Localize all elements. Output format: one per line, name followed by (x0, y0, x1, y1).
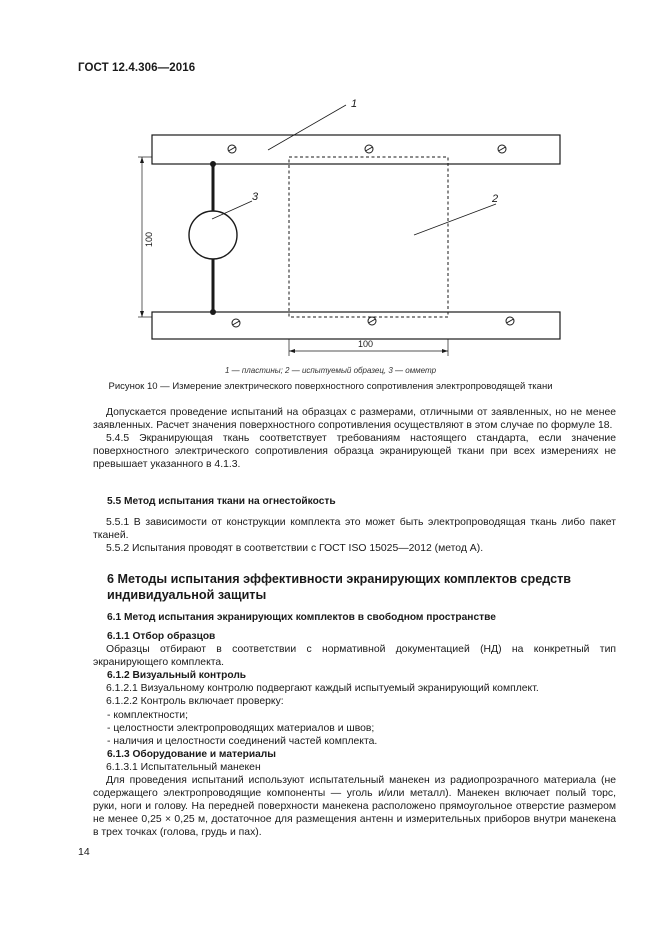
paragraph: 6.1.3.1 Испытательный манекен (106, 761, 261, 773)
screw-icon (368, 317, 376, 325)
section-heading-5-5: 5.5 Метод испытания ткани на огнестойкость (107, 496, 336, 507)
screw-icon (498, 145, 506, 153)
dimension-vertical: 100 (144, 231, 154, 247)
leader-line-1 (268, 105, 346, 150)
test-sample (289, 157, 448, 317)
figure-caption: Рисунок 10 — Измерение электрического поверхностного сопротивления электропроводящей ткани (108, 381, 553, 392)
label-1: 1 (351, 98, 358, 110)
list-item: - комплектности; (107, 709, 188, 721)
figure-legend: 1 — пластины; 2 — испытуемый образец, 3 — омметр (224, 366, 437, 375)
top-plate (152, 135, 560, 164)
page-number: 14 (78, 846, 90, 858)
paragraph: 5.5.2 Испытания проводят в соответствии с ГОСТ ISO 15025—2012 (метод А). (106, 543, 484, 555)
paragraph: Допускается проведение испытаний на образцах с размерами, отличными от заявленных, но не менее заявленных. Расчет значения поверхностного сопротивления осуществляют в этом случае по формуле 18. (93, 407, 616, 432)
paragraph: Для проведения испытаний используют испытательный манекен из радиопрозрачного материала (не содержащего электропроводящие компоненты — уголь и/или металл). Манекен включает полый торс, руки, ноги и голову. На передней поверхности манекена расположено прямоугольное отверстие размером не менее 0,25 × 0,25 м, достаточное для размещения антенн и измерительных приборов внутри манекена в трех точках (голова, грудь и пах). (93, 775, 616, 839)
paragraph: 5.4.5 Экранирующая ткань соответствует требованиям настоящего стандарта, если значение поверхностного электрического сопротивления образца экранирующей ткани при всех измерениях не превышает указанного в 4.1.3. (93, 433, 616, 471)
dimension-horizontal: 100 (358, 339, 374, 349)
paragraph: 6.1.2.1 Визуальному контролю подвергают каждый испытуемый экранирующий комплект. (106, 683, 539, 695)
paragraph-block-1 (93, 406, 616, 471)
leader-line-3 (212, 201, 252, 219)
screw-icon (506, 317, 514, 325)
measurement-figure (118, 92, 598, 367)
label-2: 2 (492, 193, 499, 205)
leader-line-2 (414, 204, 496, 235)
section-heading-6: 6 Методы испытания эффективности экранирующих комплектов средств индивидуальной защиты (107, 572, 571, 602)
list-item: - наличия и целостности соединений частей комплекта. (107, 735, 378, 747)
connection-dot (210, 161, 216, 167)
paragraph: 5.5.1 В зависимости от конструкции комплекта это может быть электропроводящая ткань либо пакет тканей. (93, 517, 616, 542)
section-heading-6-1-3: 6.1.3 Оборудование и материалы (107, 748, 276, 760)
paragraph: 6.1.2.2 Контроль включает проверку: (106, 696, 284, 708)
document-header: ГОСТ 12.4.306—2016 (78, 62, 196, 74)
screw-icon (365, 145, 373, 153)
screw-icon (228, 145, 236, 153)
section-heading-6-1-2: 6.1.2 Визуальный контроль (107, 670, 247, 682)
bottom-plate (152, 312, 560, 339)
label-3: 3 (252, 191, 259, 203)
section-heading-6-1: 6.1 Метод испытания экранирующих комплектов в свободном пространстве (107, 612, 496, 623)
paragraph: Образцы отбирают в соответствии с нормативной документацией (НД) на конкретный тип экранирующего комплекта. (93, 644, 616, 669)
screw-icon (232, 319, 240, 327)
section-heading-6-1-1: 6.1.1 Отбор образцов (107, 631, 216, 642)
list-item: - целостности электропроводящих материалов и швов; (107, 722, 375, 734)
connection-dot (210, 309, 216, 315)
